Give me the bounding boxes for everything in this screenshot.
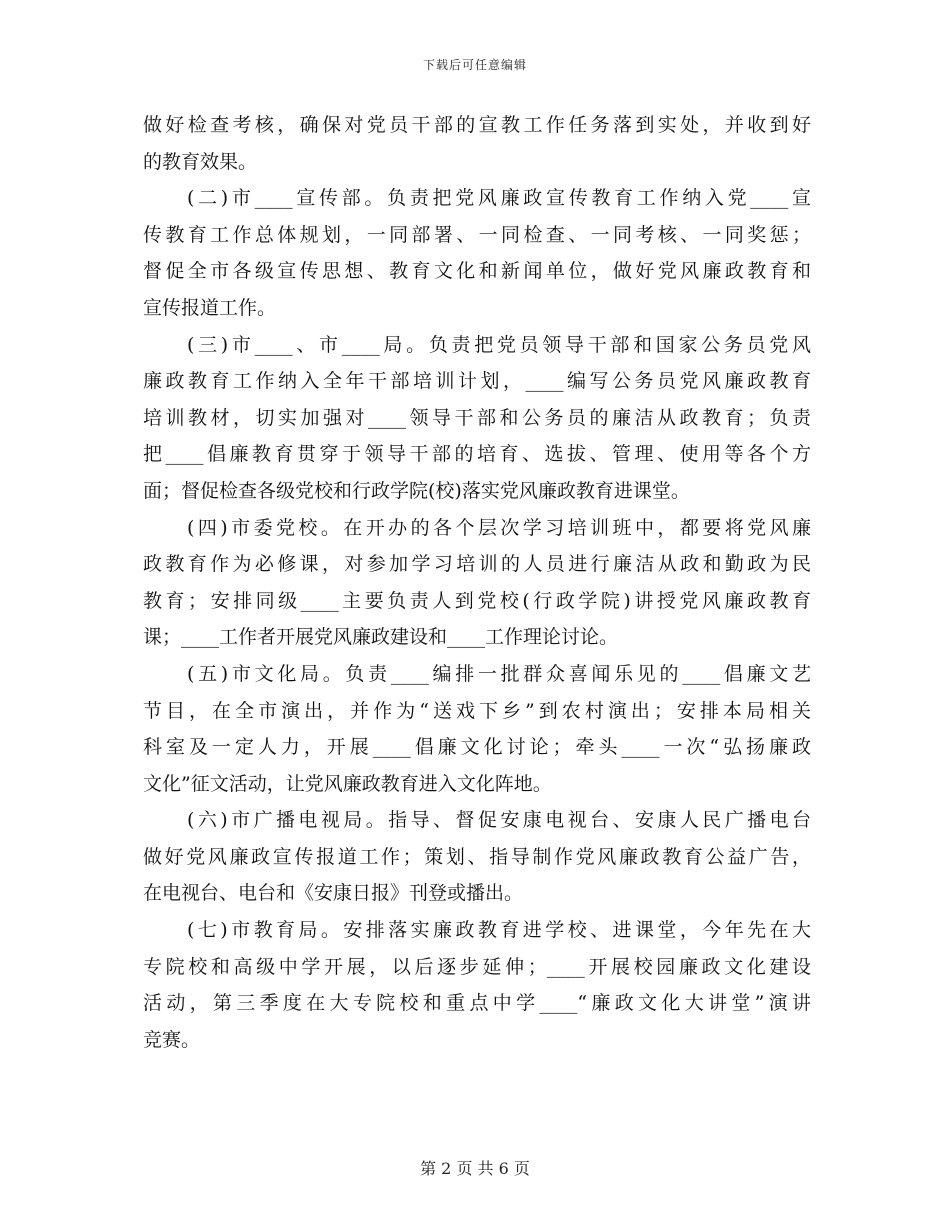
text-line: (四)市委党校。在开办的各个层次学习培训班中，都要将党风廉 [187, 516, 811, 539]
text-line: (三)市____、市____局。负责把党员领导干部和国家公务员党风 [187, 333, 811, 356]
text-line: 做好党风廉政宣传报道工作；策划、指导制作党风廉政教育公益广告， [143, 845, 811, 868]
text-line: 节目，在全市演出，并作为“送戏下乡”到农村演出；安排本局相关 [143, 699, 811, 722]
page-header-note: 下载后可任意编辑 [422, 58, 527, 72]
text-line: 文化”征文活动，让党风廉政教育进入文化阵地。 [143, 772, 552, 795]
text-line: (五)市文化局。负责____编排一批群众喜闻乐见的____倡廉文艺 [187, 662, 811, 685]
document-body [143, 107, 811, 1058]
text-line: 督促全市各级宣传思想、教育文化和新闻单位，做好党风廉政教育和 [143, 260, 811, 283]
text-line: 传教育工作总体规划，一同部署、一同检查、一同考核、一同奖惩； [143, 223, 811, 246]
text-line: 教育；安排同级____主要负责人到党校(行政学院)讲授党风廉政教育 [143, 589, 811, 612]
text-line: 把____倡廉教育贯穿于领导干部的培育、选拔、管理、使用等各个方 [143, 443, 811, 466]
text-line: 科室及一定人力，开展____倡廉文化讨论；牵头____一次“弘扬廉政 [143, 736, 811, 759]
text-line: 面；督促检查各级党校和行政学院(校)落实党风廉政教育进课堂。 [143, 479, 690, 502]
text-line: (二)市____宣传部。负责把党风廉政宣传教育工作纳入党____宣 [187, 187, 811, 210]
text-line: 政教育作为必修课，对参加学习培训的人员进行廉洁从政和勤政为民 [143, 553, 811, 576]
text-line: 的教育效果。 [143, 150, 258, 173]
text-line: 廉政教育工作纳入全年干部培训计划，____编写公务员党风廉政教育 [143, 370, 811, 393]
text-line: (六)市广播电视局。指导、督促安康电视台、安康人民广播电台 [187, 809, 811, 832]
page-number-footer: 第 2 页 共 6 页 [420, 1159, 530, 1178]
text-line: 活动，第三季度在大专院校和重点中学____“廉政文化大讲堂”演讲 [143, 992, 811, 1015]
text-line: 宣传报道工作。 [143, 296, 277, 319]
text-line: 在电视台、电台和《安康日报》刊登或播出。 [143, 882, 524, 905]
text-line: 竞赛。 [143, 1028, 201, 1051]
text-line: 专院校和高级中学开展，以后逐步延伸；____开展校园廉政文化建设 [143, 955, 811, 978]
text-line: 课；____工作者开展党风廉政建设和____工作理论讨论。 [143, 626, 619, 649]
text-line: (七)市教育局。安排落实廉政教育进学校、进课堂，今年先在大 [187, 919, 811, 942]
text-line: 做好检查考核，确保对党员干部的宣教工作任务落到实处，并收到好 [143, 114, 811, 136]
text-line: 培训教材，切实加强对____领导干部和公务员的廉洁从政教育；负责 [143, 406, 811, 429]
